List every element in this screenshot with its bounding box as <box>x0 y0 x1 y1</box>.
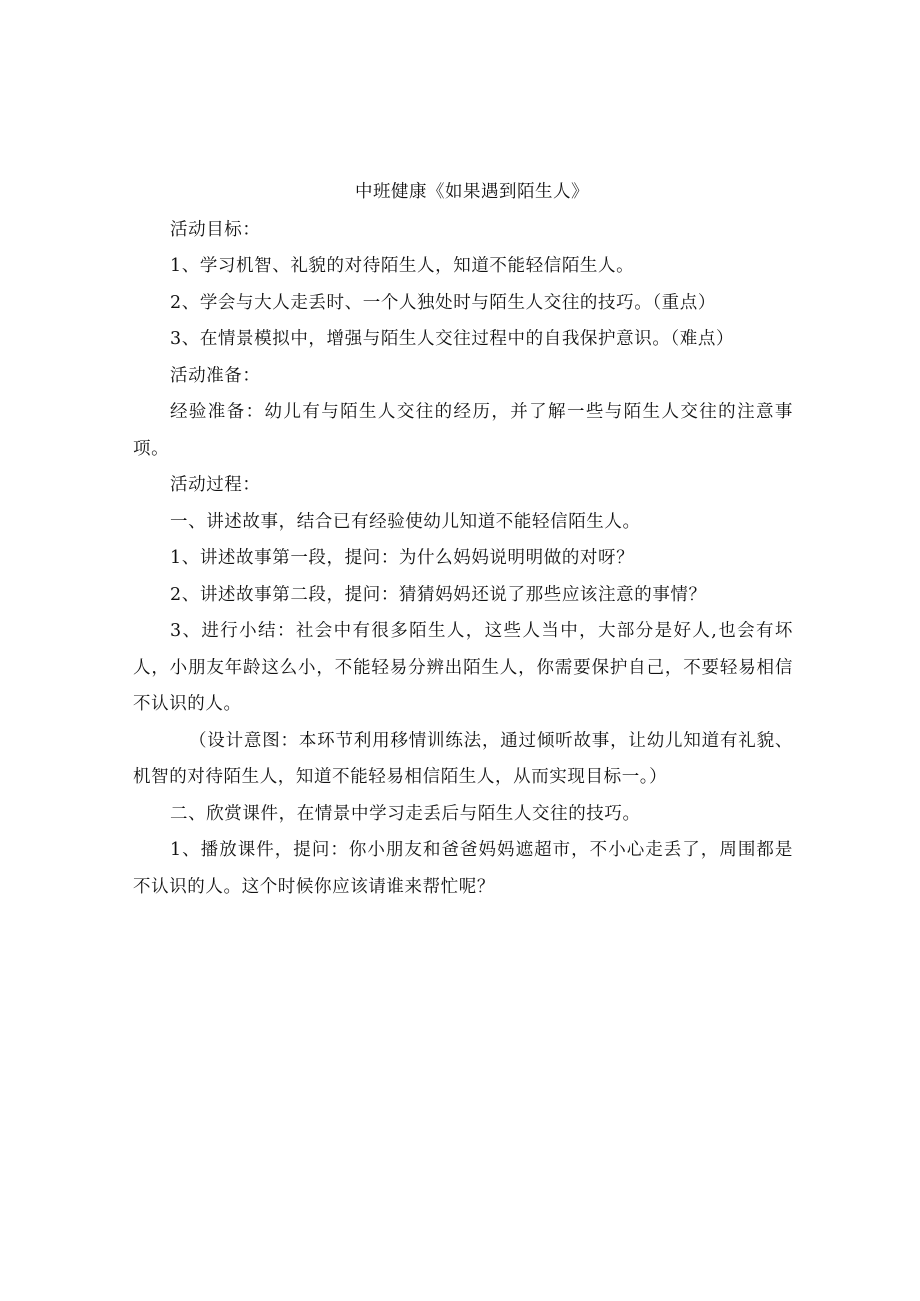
design-intent-note: （设计意图：本环节利用移情训练法，通过倾听故事，让幼儿知道有礼貌、机智的对待陌生人，知道不能轻易相信陌生人，从而实现目标一。） <box>133 730 793 787</box>
goal-item-1: 1、学习机智、礼貌的对待陌生人，知道不能轻信陌生人。 <box>170 256 635 276</box>
process-step-1-2: 2、讲述故事第二段，提问：猜猜妈妈还说了那些应该注意的事情？ <box>170 584 707 605</box>
experience-preparation: 经验准备：幼儿有与陌生人交往的经历，并了解一些与陌生人交往的注意事项。 <box>133 402 793 459</box>
document-body <box>133 174 793 905</box>
goal-item-2: 2、学会与大人走丢时、一个人独处时与陌生人交往的技巧。（重点） <box>170 292 716 313</box>
process-step-1-1: 1、讲述故事第一段，提问：为什么妈妈说明明做的对呀？ <box>170 548 635 568</box>
document-title: 中班健康《如果遇到陌生人》 <box>355 182 589 202</box>
process-step-1-3: 3、进行小结：社会中有很多陌生人，这些人当中，大部分是好人,也会有坏人，小朋友年龄这么小，不能轻易分辨出陌生人，你需要保护自己，不要轻易相信不认识的人。 <box>133 621 793 714</box>
heading-activity-process: 活动过程： <box>170 475 261 495</box>
goal-item-3: 3、在情景模拟中，增强与陌生人交往过程中的自我保护意识。（难点） <box>170 329 735 349</box>
process-step-2-1: 1、播放课件，提问：你小朋友和爸爸妈妈遮超市，不小心走丢了，周围都是不认识的人。这个时候你应该请谁来帮忙呢？ <box>133 840 793 897</box>
process-section-1: 一、讲述故事，结合已有经验使幼儿知道不能轻信陌生人。 <box>170 511 641 532</box>
process-section-2: 二、欣赏课件，在情景中学习走丢后与陌生人交往的技巧。 <box>170 803 641 824</box>
heading-activity-goals: 活动目标： <box>170 219 261 240</box>
heading-activity-preparation: 活动准备： <box>170 365 261 386</box>
